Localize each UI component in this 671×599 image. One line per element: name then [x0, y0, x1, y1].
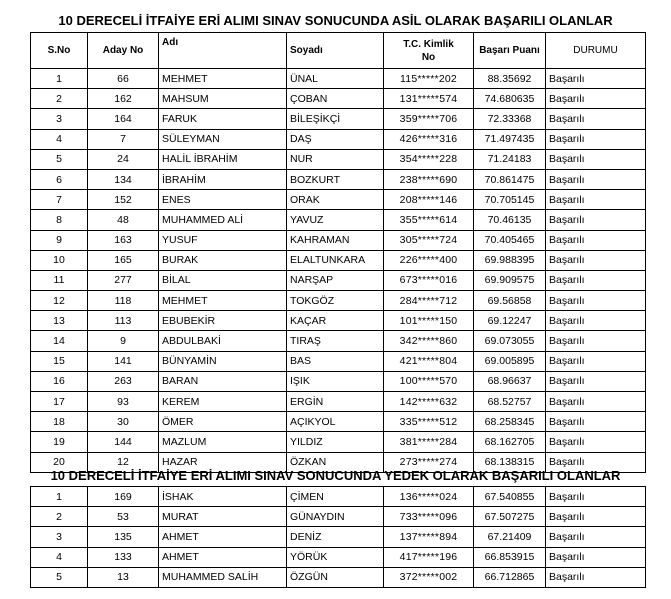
cell-puan: 67.21409 — [474, 527, 546, 547]
cell-puan: 70.46135 — [474, 210, 546, 230]
cell-adi: MEHMET — [159, 69, 287, 89]
cell-soyadi: ÇOBAN — [287, 89, 384, 109]
cell-soyadi: KAHRAMAN — [287, 230, 384, 250]
header-tc: T.C. Kimlik No — [384, 33, 474, 69]
cell-durum: Başarılı — [546, 412, 646, 432]
cell-durum: Başarılı — [546, 109, 646, 129]
table-row — [31, 69, 646, 89]
cell-puan: 70.861475 — [474, 169, 546, 189]
cell-aday-no: 48 — [88, 210, 159, 230]
cell-soyadi: ÇİMEN — [287, 487, 384, 507]
cell-durum: Başarılı — [546, 89, 646, 109]
table-row — [31, 270, 646, 290]
cell-adi: FARUK — [159, 109, 287, 129]
cell-tc: 305*****724 — [384, 230, 474, 250]
header-durum: DURUMU — [546, 33, 646, 69]
cell-tc: 733*****096 — [384, 507, 474, 527]
cell-adi: ENES — [159, 190, 287, 210]
cell-tc: 131*****574 — [384, 89, 474, 109]
cell-soyadi: ORAK — [287, 190, 384, 210]
table-row — [31, 567, 646, 587]
cell-adi: HAZAR — [159, 452, 287, 472]
cell-adi: MUHAMMED SALİH — [159, 567, 287, 587]
cell-soyadi: DAŞ — [287, 129, 384, 149]
cell-sno: 16 — [31, 371, 88, 391]
cell-aday-no: 277 — [88, 270, 159, 290]
header-adi: Adı — [159, 33, 287, 69]
table-row — [31, 311, 646, 331]
cell-aday-no: 24 — [88, 149, 159, 169]
cell-puan: 69.909575 — [474, 270, 546, 290]
cell-puan: 68.96637 — [474, 371, 546, 391]
cell-sno: 1 — [31, 487, 88, 507]
cell-durum: Başarılı — [546, 129, 646, 149]
cell-durum: Başarılı — [546, 507, 646, 527]
cell-puan: 72.33368 — [474, 109, 546, 129]
cell-durum: Başarılı — [546, 169, 646, 189]
cell-soyadi: NARŞAP — [287, 270, 384, 290]
cell-durum: Başarılı — [546, 149, 646, 169]
cell-durum: Başarılı — [546, 452, 646, 472]
cell-adi: SÜLEYMAN — [159, 129, 287, 149]
cell-durum: Başarılı — [546, 250, 646, 270]
cell-tc: 354*****228 — [384, 149, 474, 169]
header-aday-no: Aday No — [88, 33, 159, 69]
table-row — [31, 432, 646, 452]
cell-adi: BİLAL — [159, 270, 287, 290]
cell-soyadi: YAVUZ — [287, 210, 384, 230]
cell-aday-no: 163 — [88, 230, 159, 250]
cell-adi: EBUBEKİR — [159, 311, 287, 331]
cell-puan: 69.073055 — [474, 331, 546, 351]
cell-sno: 2 — [31, 89, 88, 109]
cell-aday-no: 165 — [88, 250, 159, 270]
cell-puan: 70.705145 — [474, 190, 546, 210]
table-row — [31, 149, 646, 169]
cell-adi: BARAN — [159, 371, 287, 391]
cell-puan: 66.853915 — [474, 547, 546, 567]
cell-puan: 69.12247 — [474, 311, 546, 331]
cell-tc: 226*****400 — [384, 250, 474, 270]
cell-puan: 67.507275 — [474, 507, 546, 527]
cell-sno: 2 — [31, 507, 88, 527]
cell-puan: 68.258345 — [474, 412, 546, 432]
cell-puan: 66.712865 — [474, 567, 546, 587]
cell-soyadi: KAÇAR — [287, 311, 384, 331]
cell-soyadi: BAS — [287, 351, 384, 371]
cell-durum: Başarılı — [546, 547, 646, 567]
cell-durum: Başarılı — [546, 331, 646, 351]
cell-aday-no: 135 — [88, 527, 159, 547]
cell-soyadi: TOKGÖZ — [287, 291, 384, 311]
cell-tc: 335*****512 — [384, 412, 474, 432]
cell-tc: 273*****274 — [384, 452, 474, 472]
cell-tc: 101*****150 — [384, 311, 474, 331]
cell-sno: 18 — [31, 412, 88, 432]
cell-tc: 421*****804 — [384, 351, 474, 371]
cell-puan: 67.540855 — [474, 487, 546, 507]
cell-tc: 208*****146 — [384, 190, 474, 210]
cell-soyadi: NUR — [287, 149, 384, 169]
table-row — [31, 210, 646, 230]
cell-aday-no: 7 — [88, 129, 159, 149]
cell-tc: 355*****614 — [384, 210, 474, 230]
table-row — [31, 190, 646, 210]
cell-sno: 14 — [31, 331, 88, 351]
cell-aday-no: 134 — [88, 169, 159, 189]
cell-soyadi: BOZKURT — [287, 169, 384, 189]
cell-aday-no: 30 — [88, 412, 159, 432]
table-row — [31, 527, 646, 547]
cell-sno: 13 — [31, 311, 88, 331]
cell-tc: 426*****316 — [384, 129, 474, 149]
cell-adi: KEREM — [159, 392, 287, 412]
cell-tc: 100*****570 — [384, 371, 474, 391]
cell-adi: AHMET — [159, 527, 287, 547]
cell-durum: Başarılı — [546, 291, 646, 311]
cell-durum: Başarılı — [546, 371, 646, 391]
cell-sno: 7 — [31, 190, 88, 210]
table-row — [31, 371, 646, 391]
cell-durum: Başarılı — [546, 311, 646, 331]
cell-soyadi: GÜNAYDIN — [287, 507, 384, 527]
cell-soyadi: BİLEŞİKÇİ — [287, 109, 384, 129]
cell-sno: 4 — [31, 547, 88, 567]
reserve-results-table — [30, 486, 646, 588]
cell-soyadi: DENİZ — [287, 527, 384, 547]
cell-durum: Başarılı — [546, 69, 646, 89]
cell-durum: Başarılı — [546, 230, 646, 250]
cell-adi: BÜNYAMİN — [159, 351, 287, 371]
cell-tc: 142*****632 — [384, 392, 474, 412]
table-row — [31, 169, 646, 189]
cell-aday-no: 93 — [88, 392, 159, 412]
cell-soyadi: ÖZGÜN — [287, 567, 384, 587]
cell-adi: ÖMER — [159, 412, 287, 432]
cell-durum: Başarılı — [546, 432, 646, 452]
table-row — [31, 109, 646, 129]
cell-adi: MAZLUM — [159, 432, 287, 452]
cell-durum: Başarılı — [546, 567, 646, 587]
table-row — [31, 129, 646, 149]
cell-puan: 69.988395 — [474, 250, 546, 270]
cell-tc: 284*****712 — [384, 291, 474, 311]
cell-tc: 381*****284 — [384, 432, 474, 452]
table-row — [31, 89, 646, 109]
cell-aday-no: 144 — [88, 432, 159, 452]
cell-aday-no: 263 — [88, 371, 159, 391]
cell-tc: 372*****002 — [384, 567, 474, 587]
cell-durum: Başarılı — [546, 270, 646, 290]
cell-aday-no: 169 — [88, 487, 159, 507]
cell-tc: 673*****016 — [384, 270, 474, 290]
cell-durum: Başarılı — [546, 392, 646, 412]
cell-aday-no: 13 — [88, 567, 159, 587]
table-header-row — [31, 33, 646, 69]
cell-sno: 1 — [31, 69, 88, 89]
cell-puan: 68.52757 — [474, 392, 546, 412]
cell-aday-no: 118 — [88, 291, 159, 311]
cell-adi: MAHSUM — [159, 89, 287, 109]
cell-adi: ABDULBAKİ — [159, 331, 287, 351]
cell-tc: 115*****202 — [384, 69, 474, 89]
table-row — [31, 507, 646, 527]
cell-adi: MUHAMMED ALİ — [159, 210, 287, 230]
cell-puan: 74.680635 — [474, 89, 546, 109]
cell-aday-no: 113 — [88, 311, 159, 331]
cell-sno: 11 — [31, 270, 88, 290]
table-row — [31, 351, 646, 371]
cell-durum: Başarılı — [546, 210, 646, 230]
cell-puan: 69.005895 — [474, 351, 546, 371]
cell-sno: 15 — [31, 351, 88, 371]
table-row — [31, 250, 646, 270]
table-row — [31, 487, 646, 507]
cell-soyadi: ERGİN — [287, 392, 384, 412]
cell-tc: 417*****196 — [384, 547, 474, 567]
header-puan: Başarı Puanı — [474, 33, 546, 69]
cell-aday-no: 152 — [88, 190, 159, 210]
cell-sno: 3 — [31, 109, 88, 129]
cell-puan: 88.35692 — [474, 69, 546, 89]
table-row — [31, 291, 646, 311]
cell-adi: MURAT — [159, 507, 287, 527]
cell-sno: 8 — [31, 210, 88, 230]
cell-aday-no: 133 — [88, 547, 159, 567]
cell-puan: 71.497435 — [474, 129, 546, 149]
cell-soyadi: YÖRÜK — [287, 547, 384, 567]
cell-sno: 5 — [31, 567, 88, 587]
reserve-list-title: 10 DERECELİ İTFAİYE ERİ ALIMI SINAV SONUCUNDA YEDEK OLARAK BAŞARILI OLANLAR — [50, 468, 621, 483]
header-sno: S.No — [31, 33, 88, 69]
cell-durum: Başarılı — [546, 190, 646, 210]
cell-puan: 70.405465 — [474, 230, 546, 250]
cell-sno: 4 — [31, 129, 88, 149]
cell-aday-no: 162 — [88, 89, 159, 109]
cell-puan: 71.24183 — [474, 149, 546, 169]
cell-aday-no: 9 — [88, 331, 159, 351]
cell-adi: İBRAHİM — [159, 169, 287, 189]
cell-adi: BURAK — [159, 250, 287, 270]
cell-adi: AHMET — [159, 547, 287, 567]
cell-puan: 68.162705 — [474, 432, 546, 452]
cell-tc: 359*****706 — [384, 109, 474, 129]
main-results-table — [30, 32, 646, 473]
cell-sno: 19 — [31, 432, 88, 452]
cell-soyadi: TIRAŞ — [287, 331, 384, 351]
cell-puan: 68.138315 — [474, 452, 546, 472]
cell-durum: Başarılı — [546, 527, 646, 547]
cell-adi: MEHMET — [159, 291, 287, 311]
cell-soyadi: AÇIKYOL — [287, 412, 384, 432]
table-row — [31, 230, 646, 250]
cell-adi: HALİL İBRAHİM — [159, 149, 287, 169]
cell-soyadi: YILDIZ — [287, 432, 384, 452]
cell-soyadi: ÖZKAN — [287, 452, 384, 472]
cell-aday-no: 66 — [88, 69, 159, 89]
cell-adi: YUSUF — [159, 230, 287, 250]
cell-sno: 6 — [31, 169, 88, 189]
table-row — [31, 331, 646, 351]
cell-soyadi: IŞIK — [287, 371, 384, 391]
cell-tc: 342*****860 — [384, 331, 474, 351]
table-row — [31, 412, 646, 432]
cell-sno: 12 — [31, 291, 88, 311]
cell-tc: 238*****690 — [384, 169, 474, 189]
cell-aday-no: 141 — [88, 351, 159, 371]
main-list-title: 10 DERECELİ İTFAİYE ERİ ALIMI SINAV SONUCUNDA ASİL OLARAK BAŞARILI OLANLAR — [58, 13, 613, 28]
cell-sno: 20 — [31, 452, 88, 472]
cell-aday-no: 53 — [88, 507, 159, 527]
header-soyadi: Soyadı — [287, 33, 384, 69]
cell-sno: 9 — [31, 230, 88, 250]
cell-sno: 5 — [31, 149, 88, 169]
cell-sno: 17 — [31, 392, 88, 412]
cell-adi: İSHAK — [159, 487, 287, 507]
cell-durum: Başarılı — [546, 487, 646, 507]
cell-aday-no: 12 — [88, 452, 159, 472]
cell-soyadi: ELALTUNKARA — [287, 250, 384, 270]
cell-soyadi: ÜNAL — [287, 69, 384, 89]
cell-sno: 3 — [31, 527, 88, 547]
table-row — [31, 547, 646, 567]
cell-tc: 137*****894 — [384, 527, 474, 547]
cell-tc: 136*****024 — [384, 487, 474, 507]
table-row — [31, 392, 646, 412]
cell-durum: Başarılı — [546, 351, 646, 371]
cell-aday-no: 164 — [88, 109, 159, 129]
cell-sno: 10 — [31, 250, 88, 270]
cell-puan: 69.56858 — [474, 291, 546, 311]
